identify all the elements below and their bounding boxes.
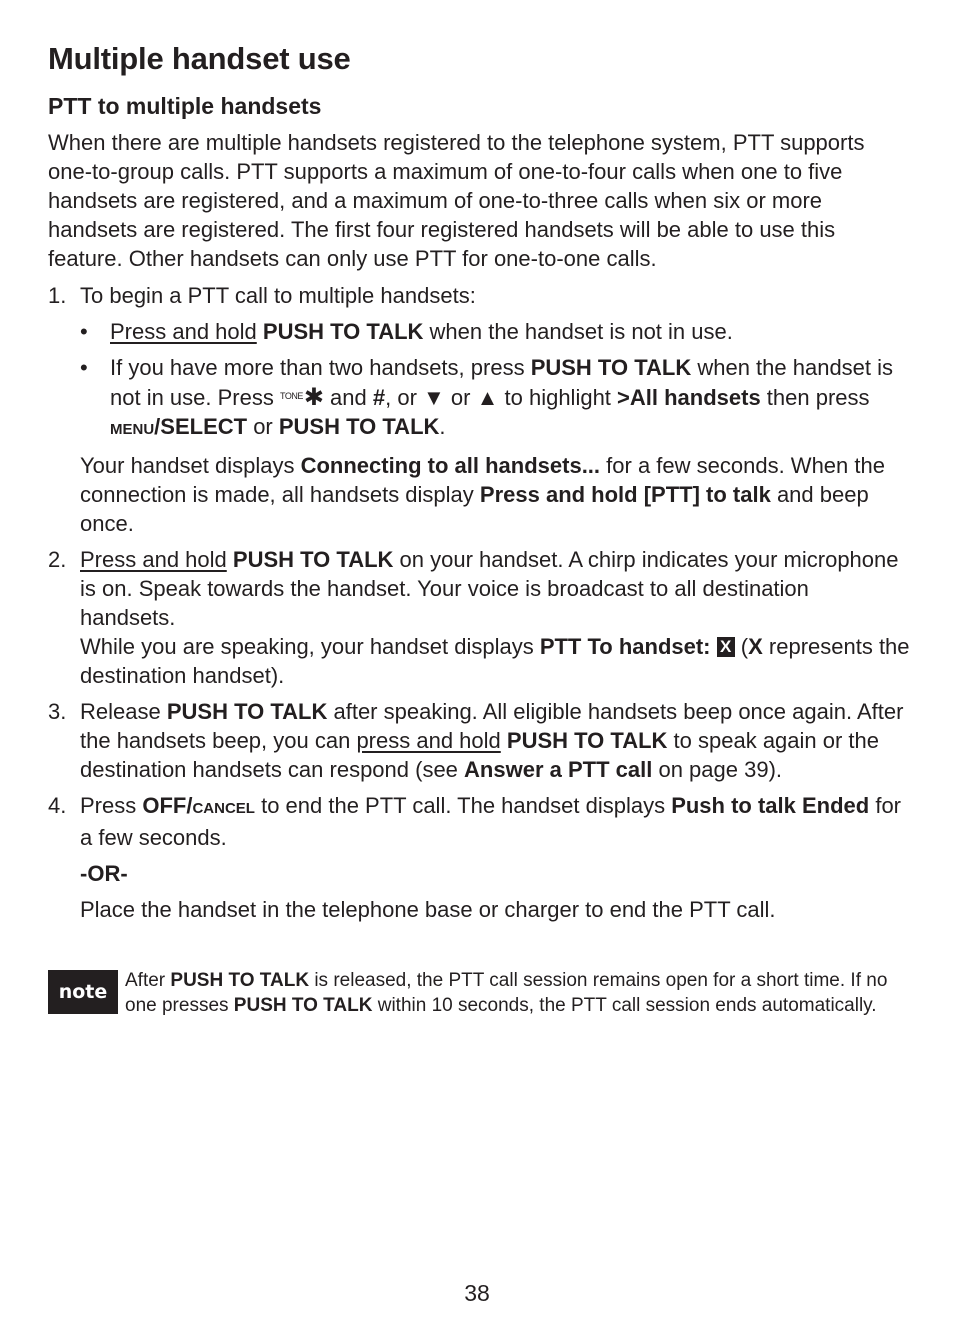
star-key-icon: ✱: [303, 384, 324, 411]
text-run: (: [734, 634, 749, 659]
key-menu: MENU: [110, 421, 155, 438]
text-run: to highlight: [498, 385, 618, 410]
key-push-to-talk: PUSH TO TALK: [233, 995, 373, 1016]
text-run: is released, the PTT call session remains open for a short time. If no one presses: [125, 970, 888, 1016]
text-run: Press: [80, 793, 143, 818]
step-number: 3.: [48, 699, 67, 724]
text-run: If you have more than two handsets, press: [110, 355, 531, 380]
page-title: Multiple handset use: [48, 41, 351, 76]
note-box: [48, 968, 910, 1018]
step-3: [48, 697, 910, 784]
text-run: on your handset. A chirp indicates your microphone is on. Speak towards the handset. Your voice is broadcast to all destination handsets.: [80, 547, 899, 630]
text-run: to speak again or the destination handsets can respond (see: [80, 728, 880, 782]
screen-message: Connecting to all handsets...: [300, 453, 601, 478]
down-arrow-icon: ▼: [423, 385, 445, 410]
steps-list: [48, 281, 910, 924]
text-run: on page 39).: [652, 757, 783, 782]
key-push-to-talk: PUSH TO TALK: [278, 414, 440, 439]
press-and-hold-link: Press and hold: [80, 547, 227, 572]
or-divider: [80, 859, 910, 888]
key-push-to-talk: PUSH TO TALK: [232, 547, 394, 572]
text-run: for a few seconds. When the connection is made, all handsets display: [80, 453, 885, 507]
press-and-hold-link: press and hold: [356, 728, 501, 753]
text-run: to end the PTT call. The handset displays: [254, 793, 672, 818]
screen-message: PTT To handset:: [539, 634, 711, 659]
text-run: Release: [80, 699, 167, 724]
key-push-to-talk: PUSH TO TALK: [262, 319, 424, 344]
step-number: 2.: [48, 547, 67, 572]
text-run: After: [125, 970, 171, 991]
up-arrow-icon: ▲: [476, 385, 499, 410]
step-4-alternative: Place the handset in the telephone base or charger to end the PTT call.: [80, 897, 776, 922]
text-run: when the handset is not in use.: [423, 319, 733, 344]
bullet-1: [80, 317, 910, 346]
or-label: -OR-: [80, 861, 128, 886]
text-run: when the handset is not in use. Press: [110, 355, 894, 410]
text-run: represents the destination handset).: [80, 634, 910, 688]
cross-reference: Answer a PTT call: [464, 757, 653, 782]
x-letter: X: [748, 634, 763, 659]
key-cancel: CANCEL: [192, 800, 255, 817]
bullet-dot: •: [80, 319, 88, 344]
text-run: or: [444, 385, 477, 410]
text-run: and beep once.: [80, 482, 869, 536]
bullet-dot: •: [80, 355, 88, 380]
text-run: then press: [760, 385, 870, 410]
text-run: or: [247, 414, 279, 439]
hash-key: #: [372, 385, 386, 410]
page-content: [48, 40, 910, 931]
section-heading: PTT to multiple handsets: [48, 93, 322, 119]
text-run: after speaking. All eligible handsets beep once again. After the handsets beep, you can: [80, 699, 904, 753]
text-run: for a few seconds.: [80, 793, 902, 850]
step-number: 1.: [48, 283, 67, 308]
key-push-to-talk: PUSH TO TALK: [166, 699, 328, 724]
text-run: While you are speaking, your handset displays: [80, 634, 540, 659]
step-1-result: [80, 451, 910, 538]
text-run: and: [323, 385, 373, 410]
screen-message: Press and hold [PTT] to talk: [479, 482, 771, 507]
text-run: within 10 seconds, the PTT call session ends automatically.: [372, 995, 877, 1016]
screen-message: Push to talk Ended: [671, 793, 870, 818]
key-select: /SELECT: [154, 414, 248, 439]
step-1: [48, 281, 910, 538]
text-run: Your handset displays: [80, 453, 301, 478]
text-run: .: [439, 414, 446, 439]
key-off: OFF/: [142, 793, 193, 818]
note-badge: note: [48, 970, 118, 1014]
text-run: , or: [385, 385, 424, 410]
bullet-2: [80, 353, 910, 444]
intro-paragraph: When there are multiple handsets registered to the telephone system, PTT supports one-to-group calls. PTT supports a maximum of one-to-four calls when one to five handsets are registered, and a maximum of one-to-three calls when six or more handsets are registered. The first four registered handsets will be able to use this feature. Other handsets can only use PTT for one-to-one calls.: [48, 130, 865, 271]
x-placeholder-icon: X: [717, 637, 735, 657]
step-2: [48, 545, 910, 690]
page-number: 38: [464, 1280, 490, 1306]
key-push-to-talk: PUSH TO TALK: [170, 970, 310, 991]
step-4: [48, 791, 910, 924]
step-number: 4.: [48, 793, 67, 818]
tone-label: TONE: [279, 391, 303, 401]
press-and-hold-link: Press and hold: [110, 319, 257, 344]
menu-option-all-handsets: >All handsets: [617, 385, 761, 410]
key-push-to-talk: PUSH TO TALK: [530, 355, 692, 380]
key-push-to-talk: PUSH TO TALK: [506, 728, 668, 753]
step-text: To begin a PTT call to multiple handsets:: [80, 283, 476, 308]
note-text: [125, 968, 910, 1018]
